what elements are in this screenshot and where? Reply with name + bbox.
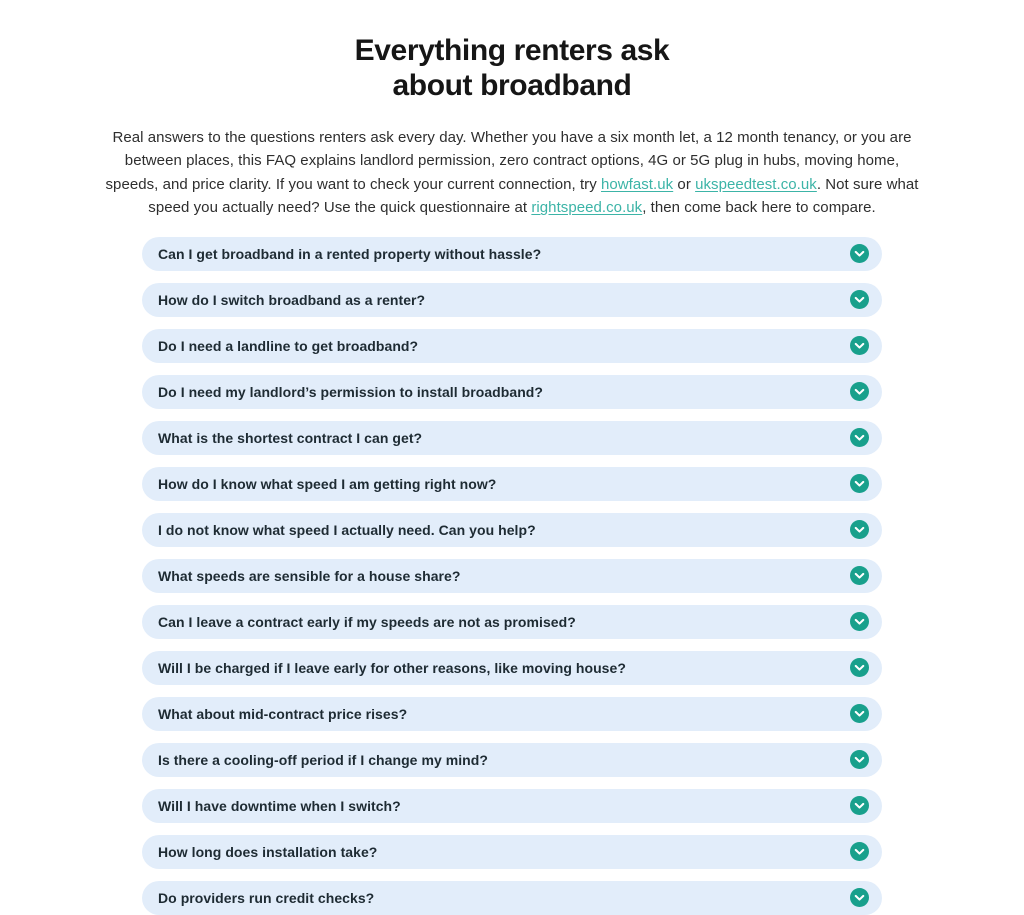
- faq-question-row[interactable]: [142, 283, 882, 317]
- faq-question-row[interactable]: [142, 375, 882, 409]
- chevron-down-icon[interactable]: [850, 842, 869, 861]
- faq-question-text: How do I know what speed I am getting right now?: [158, 475, 497, 492]
- chevron-down-icon[interactable]: [850, 888, 869, 907]
- faq-question-text: Will I be charged if I leave early for other reasons, like moving house?: [158, 659, 626, 676]
- faq-question-text: What speeds are sensible for a house share?: [158, 567, 461, 584]
- faq-question-text: What about mid-contract price rises?: [158, 705, 408, 722]
- chevron-down-icon[interactable]: [850, 796, 869, 815]
- faq-question-text: Will I have downtime when I switch?: [158, 797, 401, 814]
- faq-question-row[interactable]: [142, 329, 882, 363]
- faq-list: [142, 237, 882, 915]
- chevron-down-icon[interactable]: [850, 382, 869, 401]
- faq-question-row[interactable]: [142, 881, 882, 915]
- chevron-down-icon[interactable]: [850, 612, 869, 631]
- faq-question-row[interactable]: [142, 237, 882, 271]
- chevron-down-icon[interactable]: [850, 474, 869, 493]
- faq-question-text: Do providers run credit checks?: [158, 889, 375, 906]
- faq-question-row[interactable]: [142, 559, 882, 593]
- faq-question-row[interactable]: [142, 835, 882, 869]
- faq-question-row[interactable]: [142, 513, 882, 547]
- chevron-down-icon[interactable]: [850, 704, 869, 723]
- faq-question-row[interactable]: [142, 743, 882, 777]
- faq-question-text: I do not know what speed I actually need. Can you help?: [158, 521, 536, 538]
- chevron-down-icon[interactable]: [850, 244, 869, 263]
- faq-question-text: Can I leave a contract early if my speeds are not as promised?: [158, 613, 576, 630]
- faq-question-text: How do I switch broadband as a renter?: [158, 291, 426, 308]
- faq-question-row[interactable]: [142, 697, 882, 731]
- faq-question-row[interactable]: [142, 789, 882, 823]
- intro-link[interactable]: rightspeed.co.uk: [531, 199, 643, 217]
- faq-question-text: Do I need a landline to get broadband?: [158, 337, 419, 354]
- intro-paragraph: [103, 126, 921, 220]
- page-title: [0, 33, 1024, 103]
- intro-text: . Not sure what speed you actually need? Use the quick questionnaire at: [148, 175, 919, 217]
- chevron-down-icon[interactable]: [850, 336, 869, 355]
- faq-question-text: What is the shortest contract I can get?: [158, 429, 423, 446]
- intro-text: or: [673, 175, 696, 193]
- chevron-down-icon[interactable]: [850, 658, 869, 677]
- faq-question-text: Can I get broadband in a rented property without hassle?: [158, 245, 542, 262]
- intro-link[interactable]: ukspeedtest.co.uk: [695, 175, 817, 193]
- page-title-line-2: about broadband: [392, 69, 632, 102]
- faq-question-text: Do I need my landlord’s permission to install broadband?: [158, 383, 543, 400]
- faq-question-row[interactable]: [142, 651, 882, 685]
- chevron-down-icon[interactable]: [850, 750, 869, 769]
- faq-question-row[interactable]: [142, 467, 882, 501]
- intro-text: Real answers to the questions renters ask every day. Whether you have a six month let, a 12 month tenancy, or you are between places, this FAQ explains landlord permission, zero contract options, 4G or 5G plug in hubs, moving home, speeds, and price clarity. If you want to check your current connection, try: [105, 129, 912, 193]
- chevron-down-icon[interactable]: [850, 520, 869, 539]
- page-title-line-1: Everything renters ask: [354, 34, 670, 67]
- faq-question-text: Is there a cooling-off period if I change my mind?: [158, 751, 488, 768]
- chevron-down-icon[interactable]: [850, 428, 869, 447]
- faq-question-row[interactable]: [142, 605, 882, 639]
- chevron-down-icon[interactable]: [850, 290, 869, 309]
- chevron-down-icon[interactable]: [850, 566, 869, 585]
- intro-text: , then come back here to compare.: [642, 199, 876, 217]
- faq-question-text: How long does installation take?: [158, 843, 378, 860]
- intro-link[interactable]: howfast.uk: [600, 175, 674, 193]
- faq-question-row[interactable]: [142, 421, 882, 455]
